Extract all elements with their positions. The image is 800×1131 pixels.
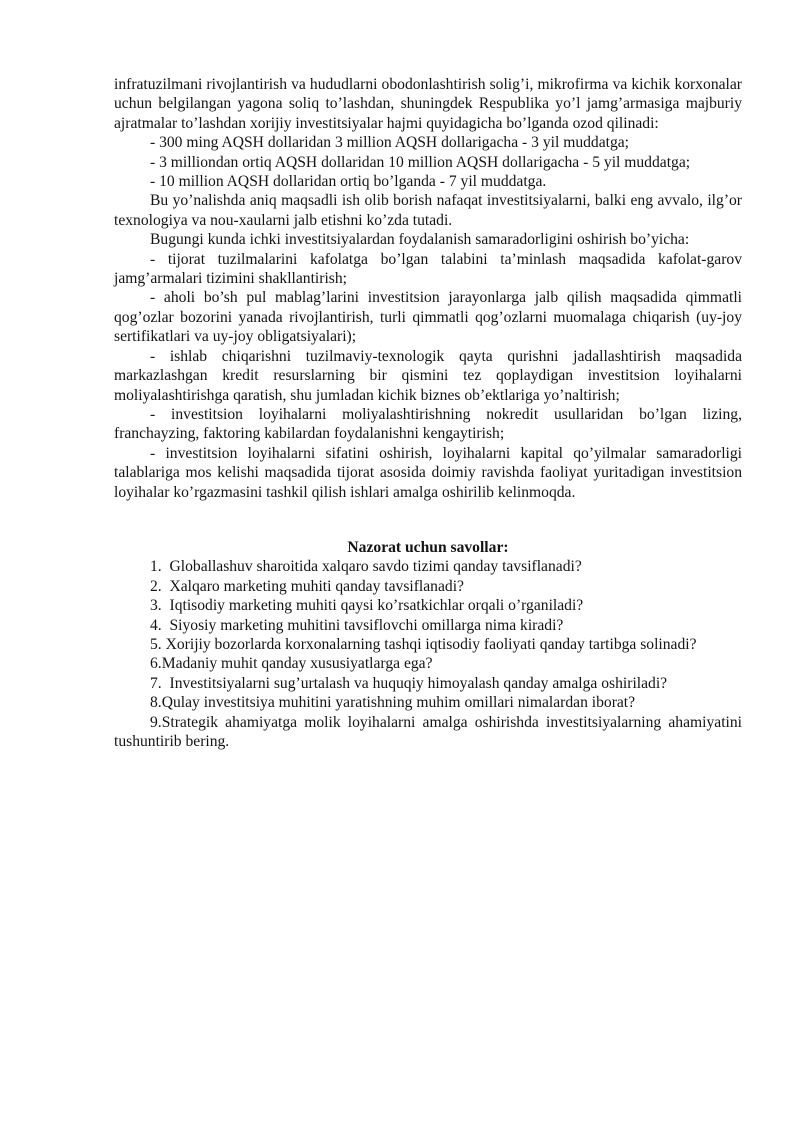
questions-heading: Nazorat uchun savollar:: [347, 538, 509, 556]
body-list-item: - 300 ming AQSH dollaridan 3 million AQSH dollarigacha - 3 yil muddatga;: [150, 134, 630, 152]
question-item: [114, 674, 742, 693]
body-list-item: - 3 milliondan ortiq AQSH dollaridan 10 million AQSH dollarigacha - 5 yil muddatga;: [150, 153, 691, 171]
body-list-item: - ishlab chiqarishni tuzilmaviy-texnologik qayta qurishni jadallashtirish maqsadida markazlashgan kredit resurslarning bir qismini tez qoplaydigan investitsion loyihalarni moliyalashtirishga qaratish, shu jumladan kichik biznes ob’ektlariga yo’naltirish;: [114, 347, 742, 404]
question-number: 6.: [150, 655, 162, 673]
question-number: 4.: [150, 616, 162, 634]
question-text: Investitsiyalarni sug’urtalash va huquqiy himoyalash qanday amalga oshiriladi?: [169, 674, 668, 692]
body-paragraph: Bugungi kunda ichki investitsiyalardan foydalanish samaradorligini oshirish bo’yicha:: [150, 231, 690, 249]
document-page: [114, 75, 742, 751]
question-number: 5.: [150, 635, 162, 653]
question-item: [114, 616, 742, 635]
question-item: [114, 596, 742, 615]
question-number: 7.: [150, 674, 162, 692]
question-item: [114, 635, 742, 654]
question-number: 8.: [150, 694, 162, 712]
body-paragraph: Bu yo’nalishda aniq maqsadli ish olib borish nafaqat investitsiyalarni, balki eng avvalo, ilg’or texnologiya va nou-xaularni jalb etishni ko’zda tutadi.: [114, 192, 742, 229]
question-text: Globallashuv sharoitida xalqaro savdo tizimi qanday tavsiflanadi?: [169, 558, 582, 576]
question-number: 1.: [150, 558, 162, 576]
question-text: Iqtisodiy marketing muhiti qaysi ko’rsatkichlar orqali o’rganiladi?: [169, 597, 584, 615]
body-list-item: - 10 million AQSH dollaridan ortiq bo’lganda - 7 yil muddatga.: [150, 173, 547, 191]
question-number: 3.: [150, 597, 162, 615]
question-number: 2.: [150, 577, 162, 595]
question-text: Strategik ahamiyatga molik loyihalarni amalga oshirishda investitsiyalarning ahamiyatini tushuntirib bering.: [114, 713, 742, 750]
question-text: Xalqaro marketing muhiti qanday tavsiflanadi?: [169, 577, 464, 595]
question-item: [114, 693, 742, 712]
question-text: Madaniy muhit qanday xususiyatlarga ega?: [161, 655, 433, 673]
question-item: [114, 654, 742, 673]
body-list-item: - tijorat tuzilmalarini kafolatga bo’lgan talabini ta’minlash maqsadida kafolat-garov jamg’armalari tizimini shakllantirish;: [114, 250, 742, 288]
body-paragraph: infratuzilmani rivojlantirish va hududlarni obodonlashtirish solig’i, mikrofirma va kichik korxonalar uchun belgilangan yagona soliq to’lashdan, shuningdek Respublika yo’l jamg’armasiga majburiy ajratmalar to’lashdan xorijiy investitsiyalar hajmi quyidagicha bo’lganda ozod qilinadi:: [114, 76, 742, 132]
question-text: Xorijiy bozorlarda korxonalarning tashqi iqtisodiy faoliyati qanday tartibga solinadi?: [165, 635, 697, 653]
question-item: [114, 713, 742, 752]
question-text: Qulay investitsiya muhitini yaratishning muhim omillari nimalardan iborat?: [161, 694, 636, 712]
question-text: Siyosiy marketing muhitini tavsiflovchi omillarga nima kiradi?: [169, 616, 564, 634]
question-number: 9.: [150, 713, 162, 731]
question-item: [114, 557, 742, 576]
question-item: [114, 577, 742, 596]
body-list-item: - investitsion loyihalarni moliyalashtirishning nokredit usullaridan bo’lgan lizing, franchayzing, faktoring kabilardan foydalanishni kengaytirish;: [114, 405, 742, 443]
body-list-item: - aholi bo’sh pul mablag’larini investitsion jarayonlarga jalb qilish maqsadida qimmatli qog’ozlar bozorini yanada rivojlantirish, turli qimmatli qog’ozlarni muomalaga chiqarish (uy-joy sertifikatlari va uy-joy obligatsiyalari);: [114, 289, 742, 346]
body-list-item: - investitsion loyihalarni sifatini oshirish, loyihalarni kapital qo’yilmalar samaradorligi talablariga mos kelishi maqsadida tijorat asosida doimiy ravishda faoliyat yuritadigan investitsion loyihalar ko’rgazmasini tashkil qilish ishlari amalga oshirilib kelinmoqda.: [114, 444, 742, 501]
